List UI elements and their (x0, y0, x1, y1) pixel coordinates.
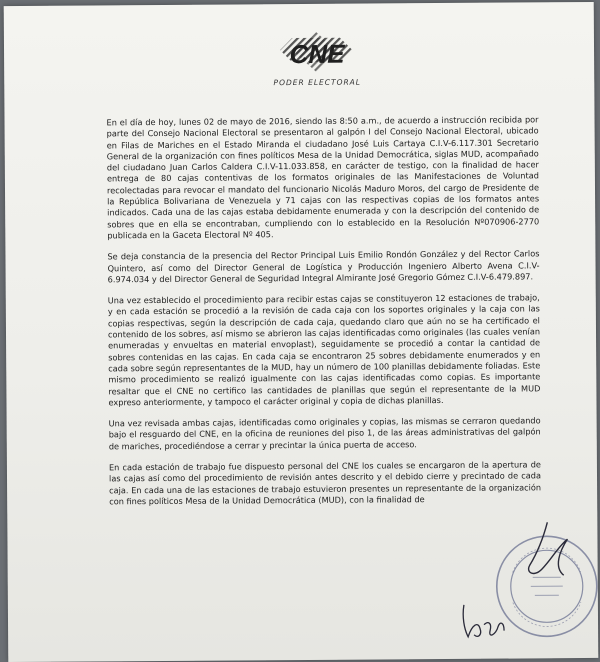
cne-logo-icon (262, 29, 372, 80)
logo-subtitle: PODER ELECTORAL (273, 77, 362, 88)
svg-text:CNE: CNE (289, 38, 345, 70)
paragraph-5: En cada estación de trabajo fue dispuesto personal del CNE los cuales se encargaron de la apertura de las cajas así como del procedimiento de revisión antes descrito y el debido cierre y precintado de cada caja. En cada una de las estaciones de trabajo estuvieron presentes un representante de la organización con fines políticos Mesa de la Unidad Democrática (MUD), con la finalidad de (108, 459, 542, 507)
document-page (4, 2, 599, 662)
document-body (106, 114, 541, 517)
paragraph-4: Una vez revisada ambas cajas, identificadas como originales y copias, las mismas se cerraron quedando bajo el resguardo del CNE, en la oficina de reuniones del piso 1, de las áreas administrativas del galpón de mariches, procediéndose a cerrar y precintar la única puerta de acceso. (108, 415, 541, 452)
paragraph-1: En el día de hoy, lunes 02 de mayo de 2016, siendo las 8:50 a.m., de acuerdo a instrucción recibida por parte del Consejo Nacional Electoral se presentaron al galpón I del Consejo Nacional Electoral, ubicado en Filas de Mariches en el Estado Miranda el ciudadano José Luis Cartaya C.I.V-6.117.301 Secretario General de la organización con fines políticos Mesa de la Unidad Democrática, siglas MUD, acompañado del ciudadano Juan Carlos Caldera C.I.V-11.033.858, en carácter de testigo, con la finalidad de hacer entrega de 80 cajas contentivas de los formatos originales de las Manifestaciones de Voluntad recolectadas para revocar el mandato del funcionario Nicolás Maduro Moros, del cargo de Presidente de la República Bolivariana de Venezuela y 71 cajas con las respectivas copias de los formatos antes indicados. Cada una de las cajas estaba debidamente enumerada y con la descripción del contenido de sobres que en ella se encontraban, cumpliendo con lo establecido en la Resolución Nº070906-2770 publicada en la Gaceta Electoral Nº 405. (106, 114, 540, 241)
signature-icon (507, 517, 577, 587)
signature-icon (458, 594, 518, 644)
paragraph-2: Se deja constancia de la presencia del Rector Principal Luis Emilio Rondón González y del Rector Carlos Quintero, así como del Director General de Logística y Producción Ingeniero Alberto Avena C.I.V- 6.974.034 y del Director General de Seguridad Integral Almirante José Gregorio Gómez C.I.V-6.479.897. (107, 248, 540, 285)
paragraph-3: Una vez establecido el procedimiento para recibir estas cajas se constituyeron 12 estaciones de trabajo, y en cada estación se procedió a la revisión de cada caja con los soportes originales y la caja con las copias respectivas, según la descripción de cada caja, quedando claro que aún no se ha certificado el contenido de los sobres, así mismo se abrieron las cajas identificadas como originales (las cuales venían enumeradas y envueltas en material envoplast), seguidamente se procedió a contar la cantidad de sobres contenidas en las cajas. En cada caja se encontraron 25 sobres debidamente enumerados y en cada sobre según representantes de la MUD, hay un número de 100 planillas debidamente foliadas. Este mismo procedimiento se realizó igualmente con las cajas identificadas como copias. Es importante resaltar que el CNE no certifico las cantidades de planillas que según el representante de la MUD expreso anteriormente, y tampoco el carácter original y copia de dichas planillas. (107, 292, 541, 408)
